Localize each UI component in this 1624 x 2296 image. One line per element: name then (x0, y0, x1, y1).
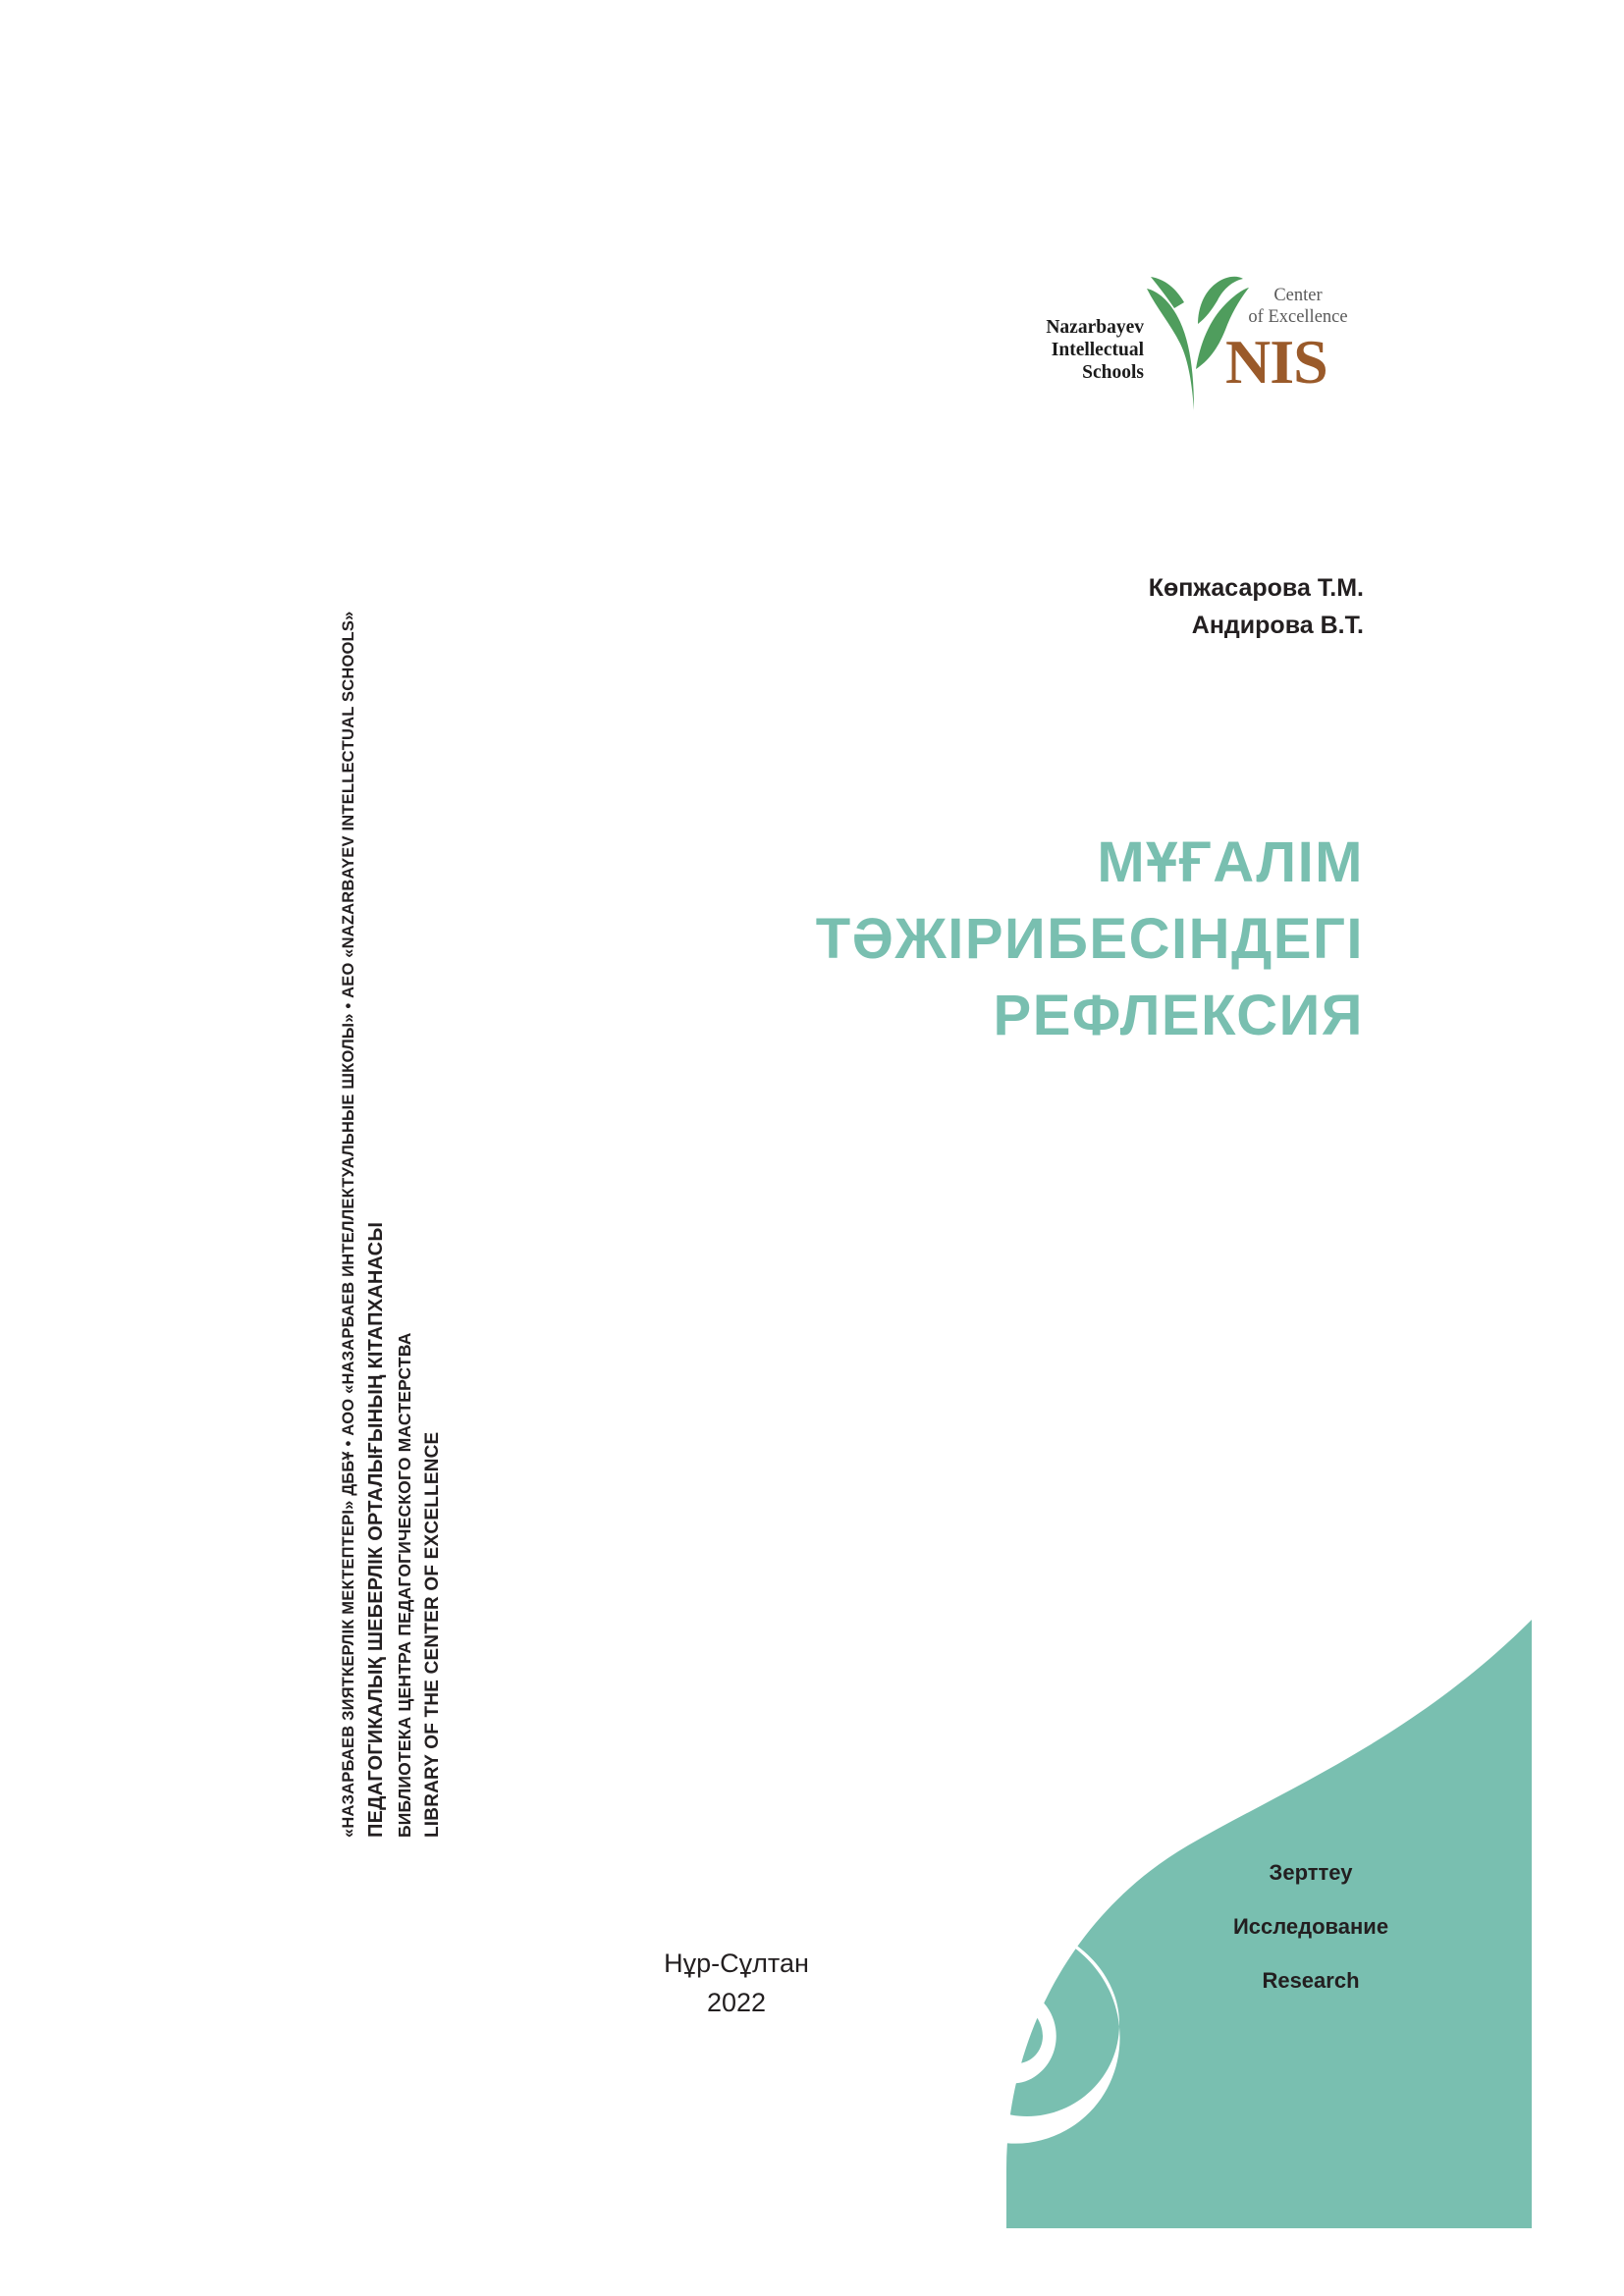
logo-center-of-excellence (1229, 285, 1367, 328)
series-label-ru: Исследование (1232, 1914, 1389, 1939)
logo-wordmark (1001, 316, 1144, 384)
series-label-kk: Зерттеу (1269, 1860, 1353, 1885)
logo-word-intellectual: Intellectual (1051, 340, 1144, 360)
author-name-1: Көпжасарова Т.М. (1148, 574, 1364, 602)
authors-block (1149, 569, 1364, 644)
spine-line-library-en: LIBRARY OF THE CENTER OF EXCELLENCE (422, 1431, 443, 1838)
title-line-1: МҰҒАЛІМ (1097, 830, 1364, 894)
imprint-block (633, 1944, 839, 2022)
spine-text-block (147, 0, 443, 2296)
spine-line-organizations: «НАЗАРБАЕВ ЗИЯТКЕРЛІК МЕКТЕПТЕРІ» ДББҰ • АОО «НАЗАРБАЕВ ИНТЕЛЛЕКТУАЛЬНЫЕ ШКОЛЫ» • АЕО «NAZARBAYEV INTELLECTUAL SCHOOLS» (340, 611, 357, 1838)
imprint-city: Нұр-Сұлтан (664, 1949, 809, 1978)
logo-word-nazarbayev: Nazarbayev (1046, 317, 1144, 338)
title-line-3: РЕФЛЕКСИЯ (993, 984, 1364, 1047)
series-labels (1149, 1845, 1473, 2007)
spine-line-library-ru: БИБЛИОТЕКА ЦЕНТРА ПЕДАГОГИЧЕСКОГО МАСТЕРСТВА (395, 1332, 414, 1838)
nis-logo (1001, 275, 1365, 422)
logo-center-line1: Center (1273, 286, 1323, 305)
logo-word-schools: Schools (1082, 362, 1144, 383)
spine-line-library-kk: ПЕДАГОГИКАЛЫҚ ШЕБЕРЛІК ОРТАЛЫҒЫНЫҢ КІТАПХАНАСЫ (365, 1221, 387, 1838)
logo-center-line2: of Excellence (1248, 307, 1348, 327)
page-title (382, 825, 1364, 1054)
series-label-en: Research (1262, 1968, 1360, 1993)
logo-nis-text: NIS (1225, 327, 1327, 397)
title-line-2: ТӘЖІРИБЕСІНДЕГІ (815, 907, 1364, 971)
imprint-year: 2022 (706, 1988, 767, 2017)
author-name-2: Андирова В.Т. (1191, 612, 1364, 639)
